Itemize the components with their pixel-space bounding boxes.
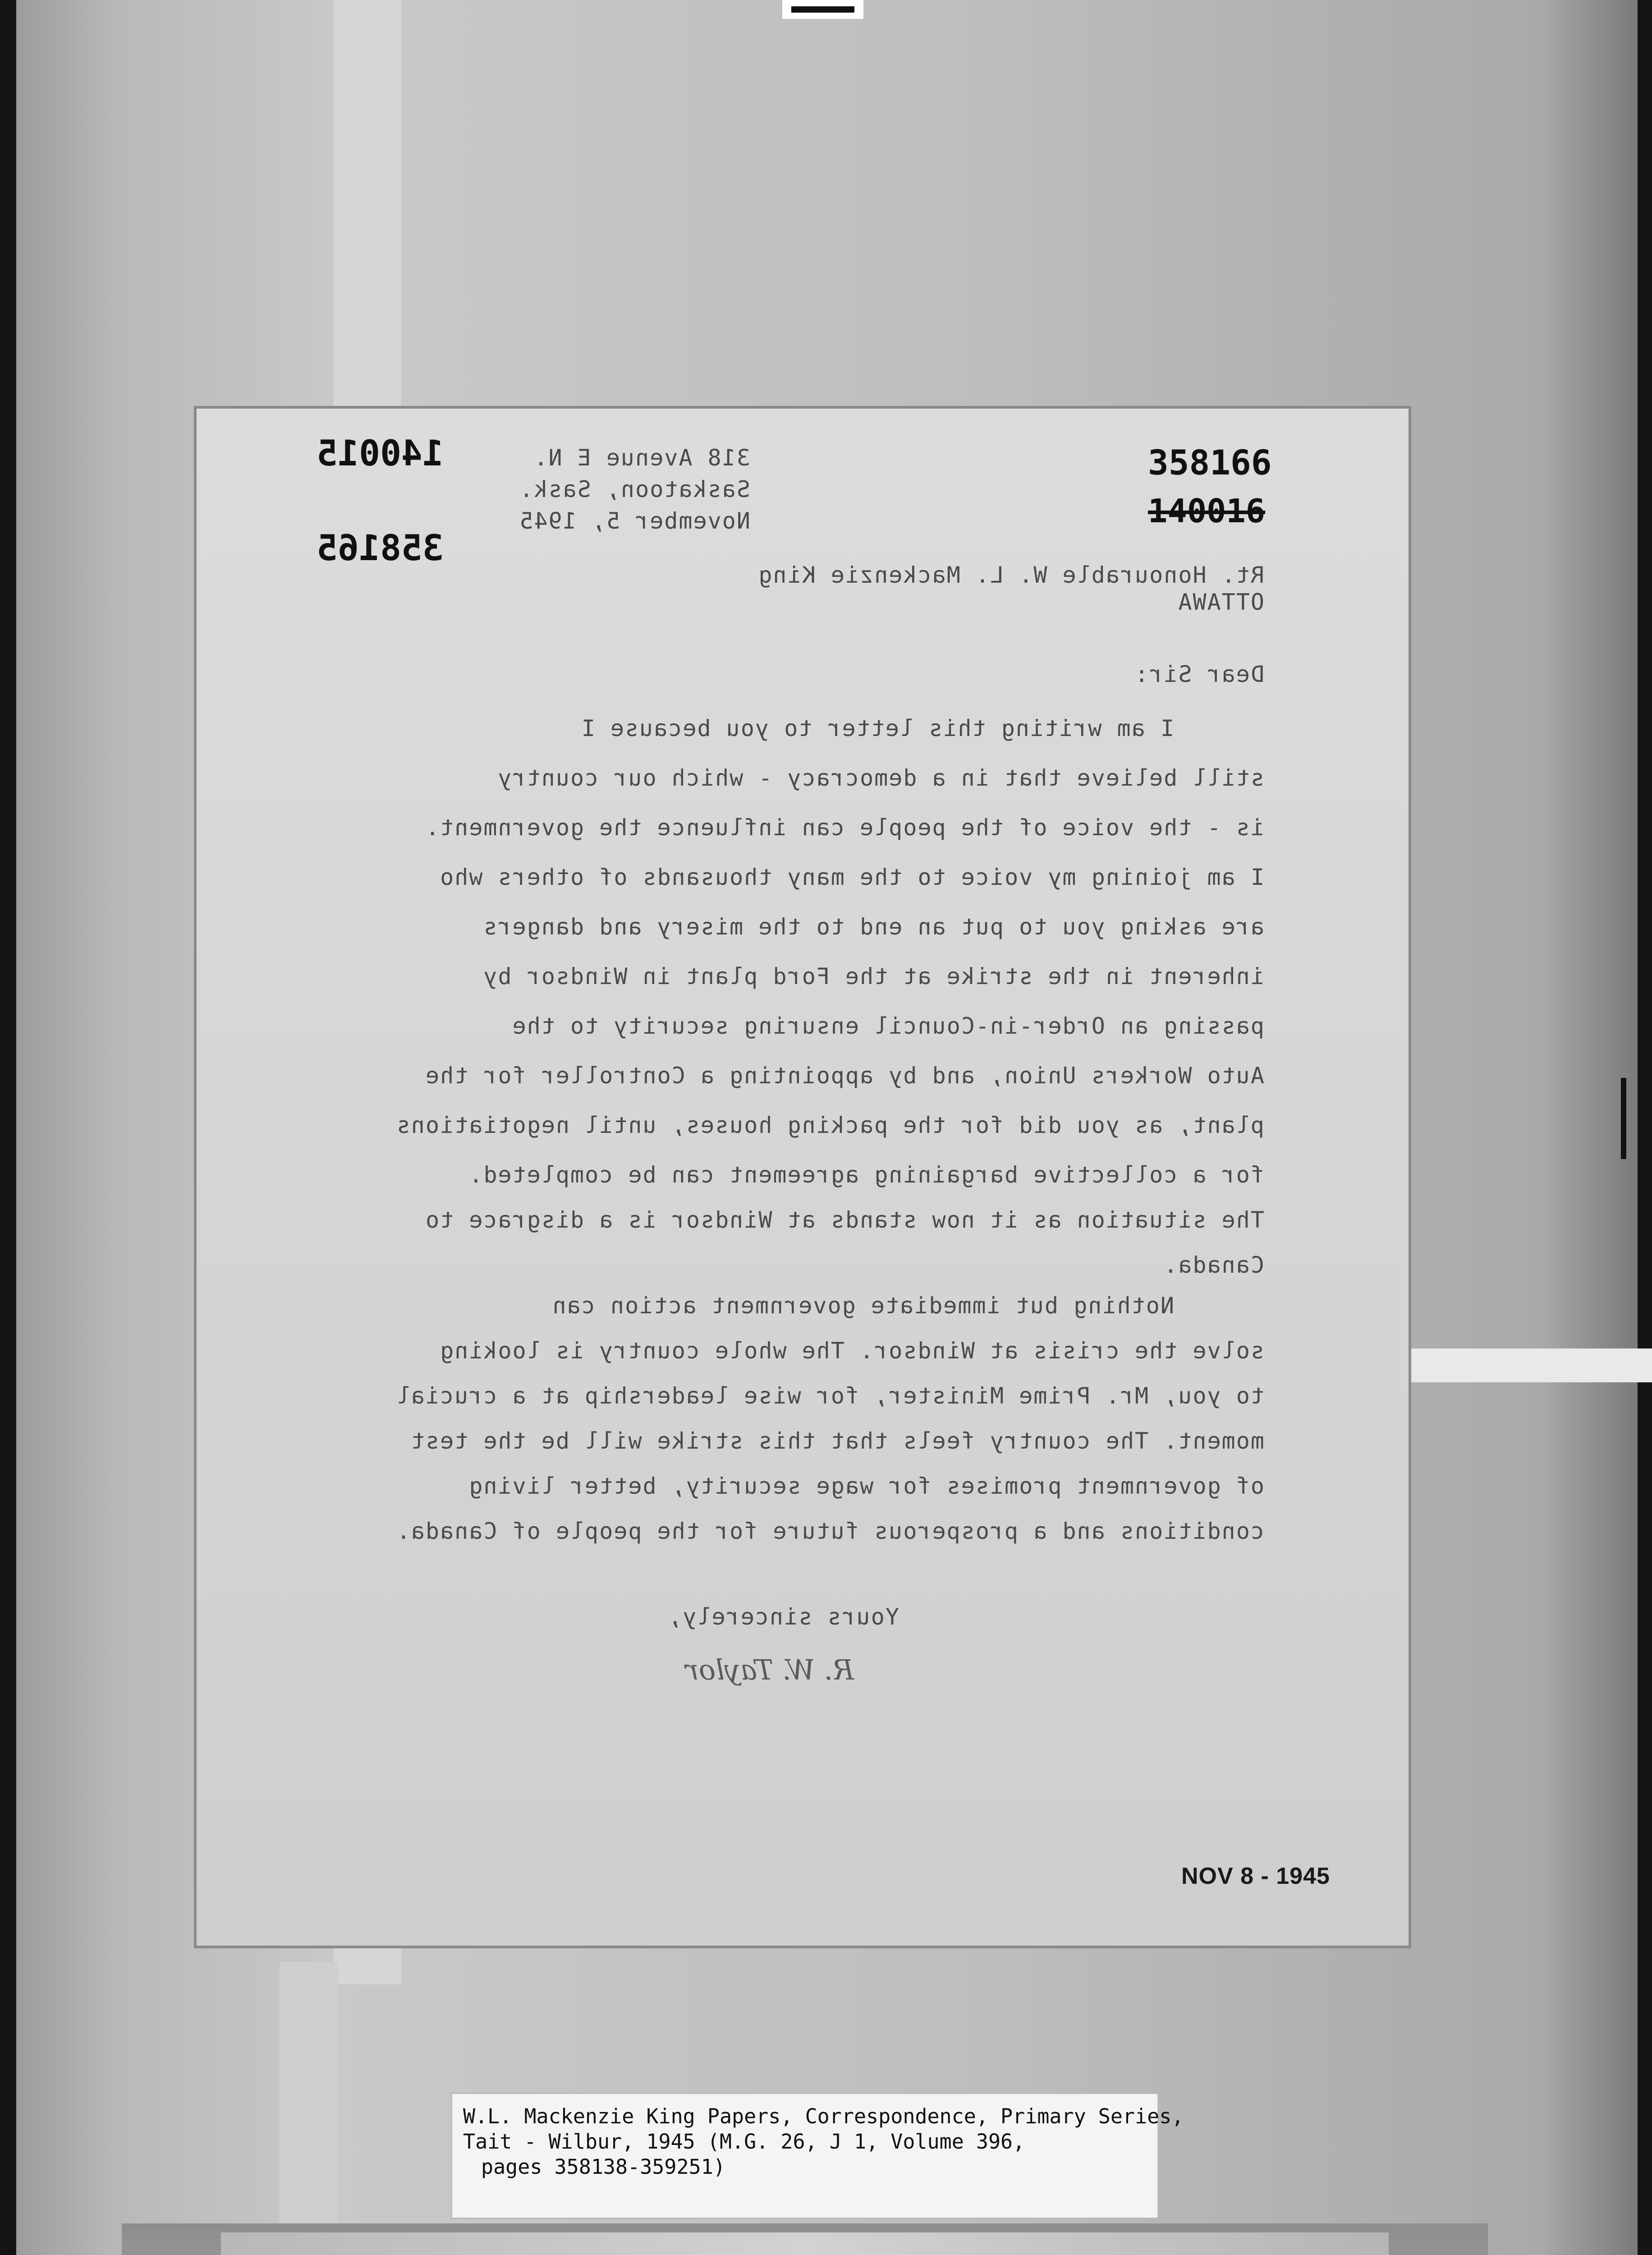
letter-line: November 5, 1945 xyxy=(519,508,750,534)
stamp-number-struck: 140016 xyxy=(1148,492,1266,530)
letter-line: Canada. xyxy=(1163,1252,1264,1278)
plaque-face xyxy=(221,2232,1389,2255)
letter-line: solve the crisis at Windsor. The whole country is looking xyxy=(439,1338,1264,1364)
film-edge-mark-inner xyxy=(791,6,854,13)
letter-line: inherent in the strike at the Ford plant in Windsor by xyxy=(482,963,1264,989)
mirrored-show-through-text xyxy=(197,409,1409,1946)
letter-line: OTTAWA xyxy=(1177,589,1264,615)
caption-line: Tait - Wilbur, 1945 (M.G. 26, J 1, Volume 396, xyxy=(463,2130,1025,2154)
letter-page xyxy=(194,406,1411,1948)
letter-line: The situation as it now stands at Windsor is a disgrace to xyxy=(425,1207,1264,1233)
letter-line: Auto Workers Union, and by appointing a Controller for the xyxy=(425,1063,1264,1089)
letter-line: Nothing but immediate government action can xyxy=(551,1293,1174,1319)
letter-line: Dear Sir: xyxy=(1134,661,1264,687)
film-edge-tick xyxy=(1621,1078,1626,1159)
letter-line: Yours sincerely, xyxy=(667,1604,899,1630)
letter-line: passing an Order-in-Council ensuring security to the xyxy=(511,1013,1264,1039)
archives-plaque xyxy=(122,2223,1488,2255)
letter-line: still believe that in a democracy - which our country xyxy=(497,765,1264,791)
caption-line: pages 358138-359251) xyxy=(481,2155,725,2179)
letter-line: plant, as you did for the packing houses, until negotiations xyxy=(395,1112,1264,1138)
letter-line: of government promises for wage security, better living xyxy=(468,1473,1264,1499)
stamp-number: 358166 xyxy=(1148,442,1272,483)
letter-line: I am writing this letter to you because I xyxy=(580,715,1174,741)
signature: R. W. Taylor xyxy=(685,1653,854,1686)
caption-line: W.L. Mackenzie King Papers, Correspondence, Primary Series, xyxy=(463,2104,1184,2128)
letter-line: Saskatoon, Sask. xyxy=(519,476,750,502)
mount-strip-lower xyxy=(280,1962,338,2232)
letter-line: conditions and a prosperous future for the people of Canada. xyxy=(395,1518,1264,1544)
letter-line: for a collective bargaining agreement can be completed. xyxy=(468,1162,1264,1188)
letter-line: is - the voice of the people can influence the government. xyxy=(425,815,1264,841)
letter-line: I am joining my voice to the many thousands of others who xyxy=(439,864,1264,890)
letter-line: 318 Avenue E N. xyxy=(533,445,750,471)
letter-line: moment. The country feels that this strike will be the test xyxy=(410,1428,1264,1454)
received-date-stamp: NOV 8 - 1945 xyxy=(1181,1863,1330,1889)
archive-caption-label xyxy=(451,2093,1184,2219)
letter-line: are asking you to put an end to the misery and dangers xyxy=(482,914,1264,940)
letter-line: to you, Mr. Prime Minister, for wise leadership at a crucial xyxy=(395,1383,1264,1409)
mirrored-stamp-number: 358165 xyxy=(317,528,444,569)
mirrored-stamp-number: 140015 xyxy=(317,433,444,474)
letter-line: Rt. Honourable W. L. Mackenzie King xyxy=(757,562,1264,588)
